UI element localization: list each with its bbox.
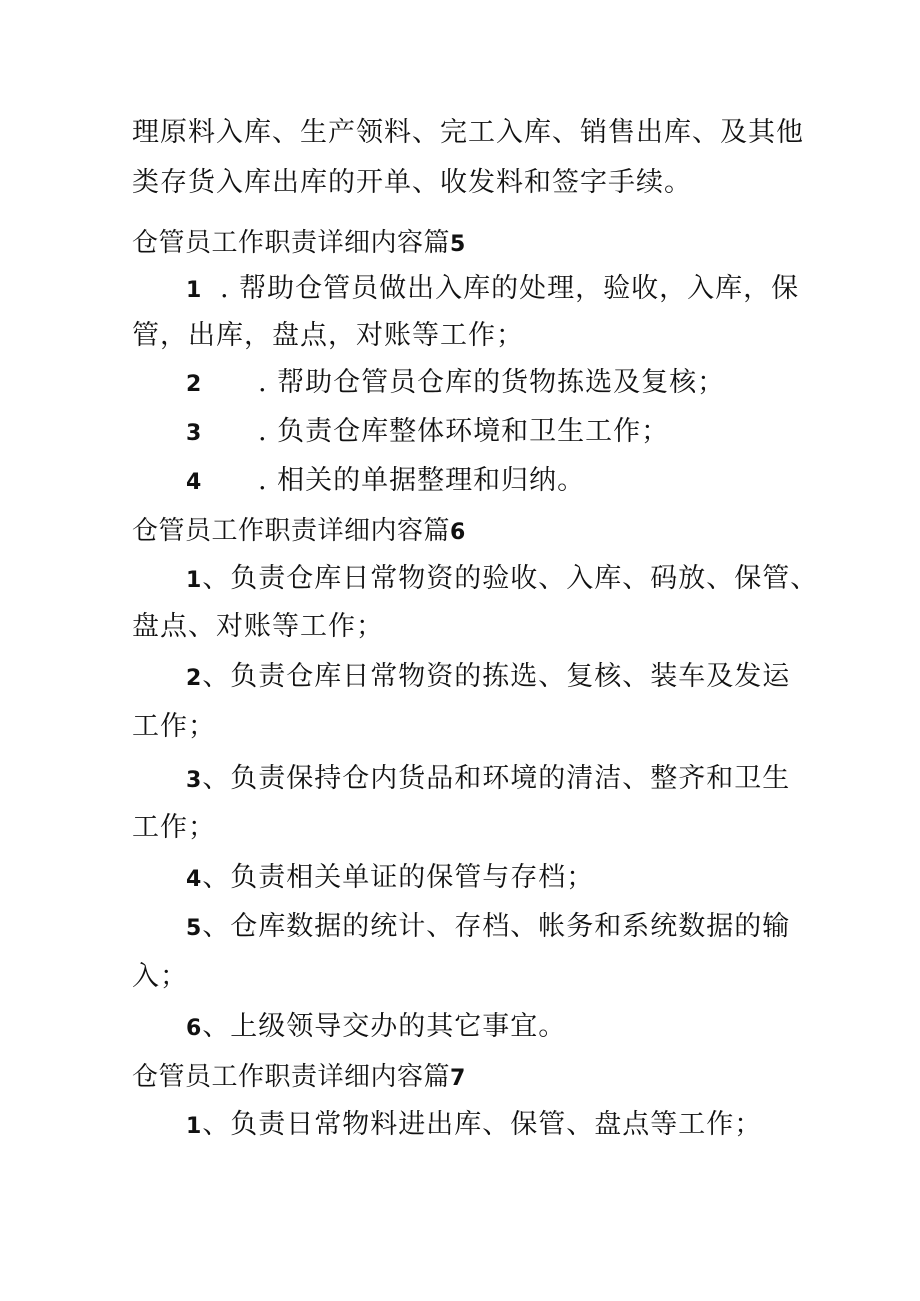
list-item xyxy=(186,464,585,500)
list-item xyxy=(186,762,790,798)
item-number: 2 xyxy=(186,666,203,691)
item-text: 、仓库数据的统计、存档、帐务和系统数据的输 xyxy=(202,911,791,942)
heading-text: 仓管员工作职责详细内容篇 xyxy=(132,1062,451,1092)
list-item-continuation xyxy=(132,610,384,644)
item-text: 、上级领导交办的其它事宜。 xyxy=(202,1011,567,1042)
item-text: . 负责仓库整体环境和卫生工作； xyxy=(258,416,670,447)
item-number: 6 xyxy=(186,1016,203,1041)
item-text: 工作； xyxy=(132,812,216,843)
item-number: 2 xyxy=(186,372,203,397)
list-item xyxy=(186,366,725,402)
text: 类存货入库出库的开单、收发料和签字手续。 xyxy=(132,167,692,198)
paragraph-line xyxy=(132,166,692,200)
item-number: 4 xyxy=(186,470,203,495)
item-text: . 相关的单据整理和归纳。 xyxy=(258,465,586,496)
item-number: 4 xyxy=(186,867,203,892)
list-item-continuation xyxy=(132,960,188,994)
item-text: . 帮助仓管员仓库的货物拣选及复核； xyxy=(258,367,726,398)
heading-text: 仓管员工作职责详细内容篇 xyxy=(132,228,451,258)
list-item xyxy=(186,910,790,946)
list-item xyxy=(186,562,818,598)
list-item xyxy=(186,272,799,308)
item-text: 、负责日常物料进出库、保管、盘点等工作； xyxy=(202,1109,763,1140)
item-text: 工作； xyxy=(132,711,216,742)
list-item xyxy=(186,415,669,451)
heading-number: 6 xyxy=(450,520,466,545)
item-text: 、负责保持仓内货品和环境的清洁、整齐和卫生 xyxy=(202,763,791,794)
item-text: 入； xyxy=(132,961,188,992)
paragraph-line xyxy=(132,116,804,150)
section-heading-6 xyxy=(132,514,466,550)
item-number: 3 xyxy=(186,768,203,793)
list-item xyxy=(186,660,790,696)
item-text: . 帮助仓管员做出入库的处理，验收，入库，保 xyxy=(220,273,800,304)
item-text: 盘点、对账等工作； xyxy=(132,611,384,642)
list-item-continuation xyxy=(132,811,216,845)
section-heading-5 xyxy=(132,226,466,262)
list-item xyxy=(186,861,594,897)
item-text: 管，出库，盘点，对账等工作； xyxy=(132,320,524,351)
item-number: 1 xyxy=(186,1114,203,1139)
item-text: 、负责相关单证的保管与存档； xyxy=(202,862,595,893)
list-item-continuation xyxy=(132,319,524,353)
item-text: 、负责仓库日常物资的拣选、复核、装车及发运 xyxy=(202,661,791,692)
text: 理原料入库、生产领料、完工入库、销售出库、及其他 xyxy=(132,117,804,148)
item-number: 1 xyxy=(186,568,203,593)
heading-number: 5 xyxy=(450,232,466,257)
list-item-continuation xyxy=(132,710,216,744)
item-number: 3 xyxy=(186,421,203,446)
item-number: 1 xyxy=(186,278,203,303)
heading-number: 7 xyxy=(450,1066,466,1091)
list-item xyxy=(186,1010,566,1046)
item-number: 5 xyxy=(186,916,203,941)
heading-text: 仓管员工作职责详细内容篇 xyxy=(132,516,451,546)
section-heading-7 xyxy=(132,1060,466,1096)
list-item xyxy=(186,1108,762,1144)
item-text: 、负责仓库日常物资的验收、入库、码放、保管、 xyxy=(202,563,819,594)
